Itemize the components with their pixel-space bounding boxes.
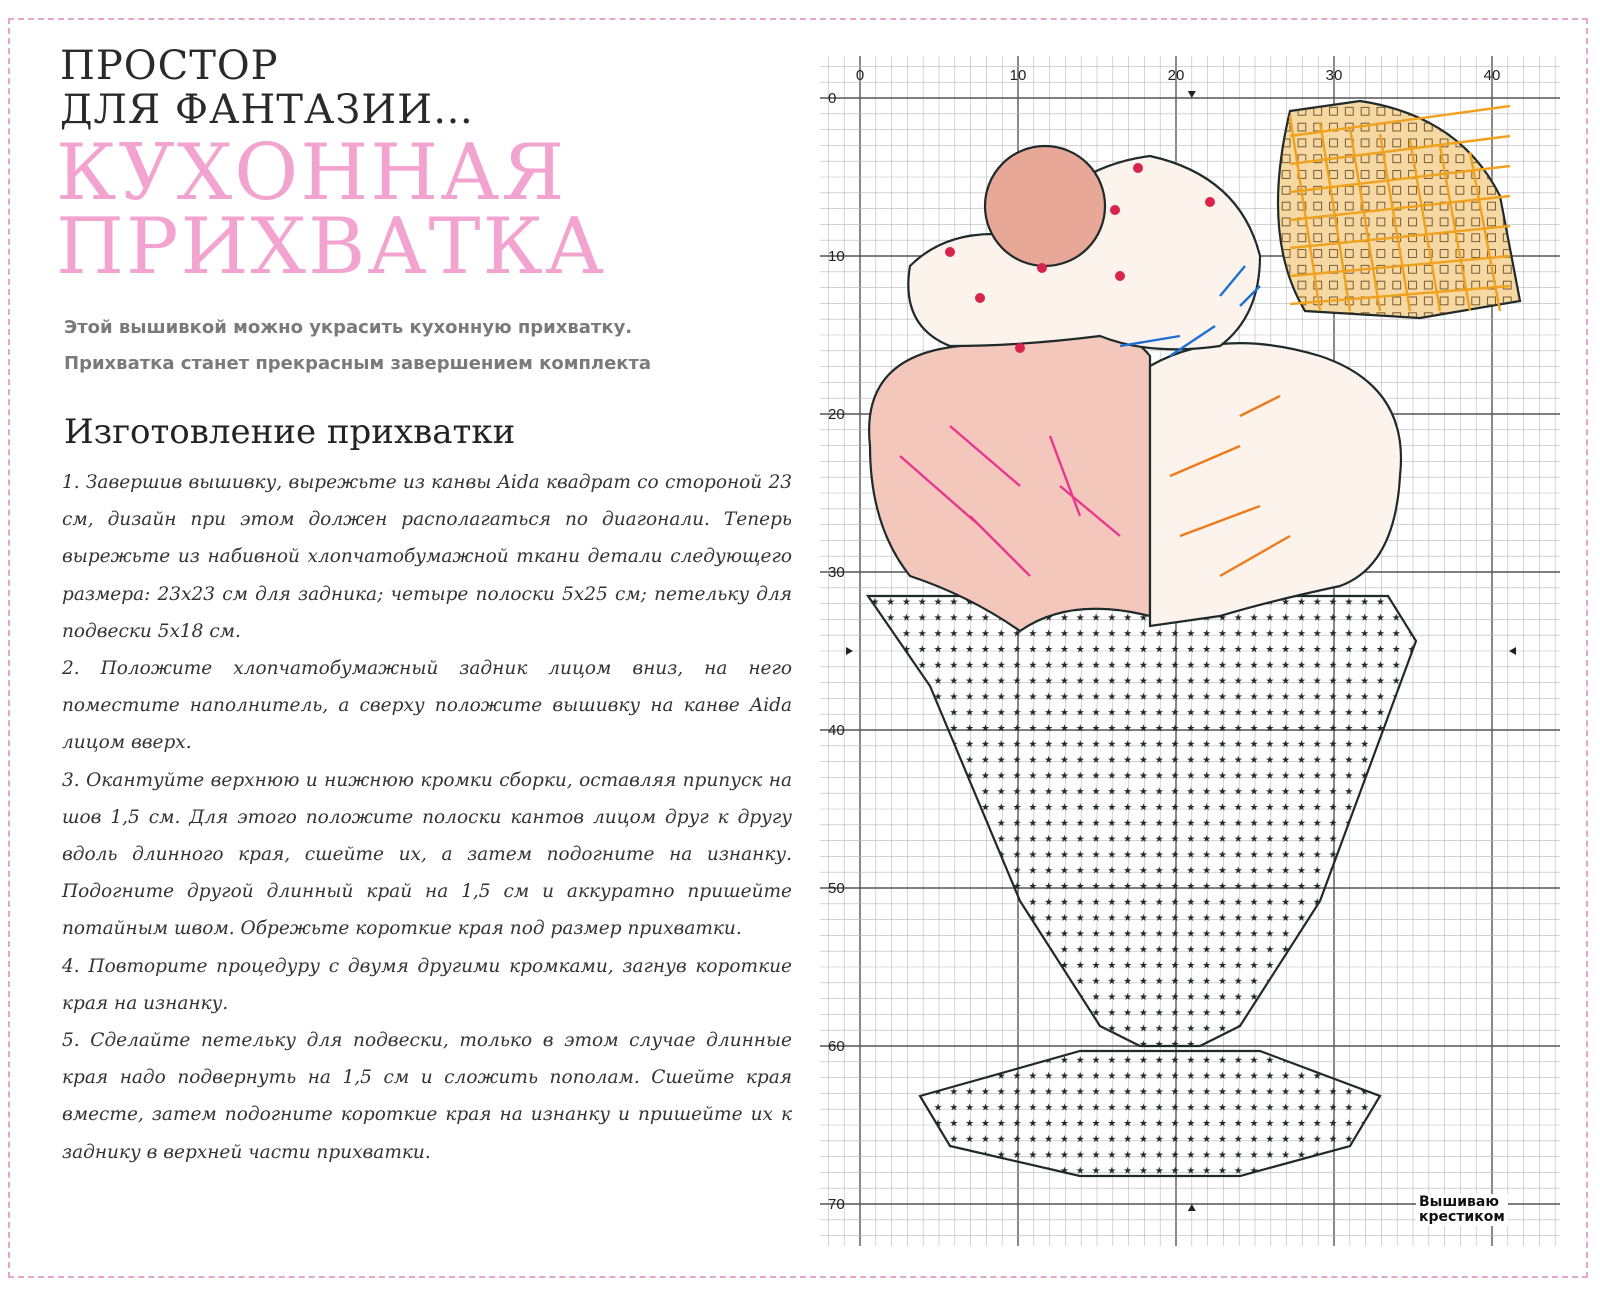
x-tick-label: 10 (1009, 67, 1027, 84)
step-5: 5. Сделайте петельку для подвески, только в этом случае длинные края надо подвернуть на 1,5 см и сложить пополам. Сшейте края вместе, затем подогните короткие края на изнанку и пришейте их к заднику в верхней части прихватки. (62, 1030, 792, 1163)
y-tick-label: 10 (828, 248, 845, 265)
y-tick-label: 60 (828, 1038, 845, 1055)
lead-line-2: Прихватка станет прекрасным завершением комплекта (64, 353, 652, 374)
x-tick-label: 30 (1325, 67, 1343, 84)
y-tick-label: 50 (828, 880, 845, 897)
page-title (56, 128, 606, 292)
cherry-dot (945, 247, 955, 257)
y-tick-label: 70 (828, 1196, 845, 1213)
section-title: Изготовление прихватки (64, 412, 516, 452)
cherry-dot (1037, 263, 1047, 273)
brand-logo (1416, 1194, 1508, 1226)
x-tick-label: 0 (855, 67, 865, 84)
step-3: 3. Окантуйте верхнюю и нижнюю кромки сборки, оставляя припуск на шов 1,5 см. Для этого положите полоски кантов лицом друг к другу вдоль длинного края, сшейте их, а затем подогните на изнанку. Подогните другой длинный край на 1,5 см и аккуратно пришейте потайным швом. Обрежьте короткие края под размер прихватки. (62, 769, 792, 940)
cherry-dot (1133, 163, 1143, 173)
brand-line-2: крестиком (1419, 1209, 1505, 1225)
brand-line-1: Вышиваю (1419, 1194, 1499, 1210)
x-tick-label: 40 (1483, 67, 1501, 84)
y-tick-label: 0 (828, 90, 837, 107)
kicker (60, 44, 474, 132)
instructions (62, 464, 792, 1171)
ice-cream-ball (985, 146, 1105, 266)
x-tick-label: 20 (1167, 67, 1185, 84)
step-1: 1. Завершив вышивку, вырежьте из канвы Aida квадрат со стороной 23 см, дизайн при этом должен располагаться по диагонали. Теперь вырежьте из набивной хлопчатобумажной ткани детали следующего размера: 23x23 см для задника; четыре полоски 5x25 см; петельку для подвески 5x18 см. (62, 472, 792, 642)
lead-line-1: Этой вышивкой можно украсить кухонную прихватку. (64, 317, 633, 338)
step-4: 4. Повторите процедуру с двумя другими кромками, загнув короткие края на изнанку. (62, 955, 792, 1014)
cherry-dot (1110, 205, 1120, 215)
y-tick-label: 40 (828, 722, 845, 739)
cherry-dot (1205, 197, 1215, 207)
cherry-dot (1015, 343, 1025, 353)
cherry-dot (975, 293, 985, 303)
y-tick-label: 30 (828, 564, 845, 581)
kicker-line-1: ПРОСТОР (60, 43, 279, 89)
title-line-1: КУХОННАЯ (56, 128, 567, 218)
cross-stitch-pattern (820, 56, 1560, 1246)
y-tick-label: 20 (828, 406, 845, 423)
title-line-2: ПРИХВАТКА (56, 202, 606, 292)
cherry-dot (1115, 271, 1125, 281)
kicker-line-2: ДЛЯ ФАНТАЗИИ… (60, 87, 474, 133)
lead-text (64, 310, 784, 382)
step-2: 2. Положите хлопчатобумажный задник лицом вниз, на него поместите наполнитель, а сверху положите вышивку на канве Aida лицом вверх. (62, 658, 792, 754)
